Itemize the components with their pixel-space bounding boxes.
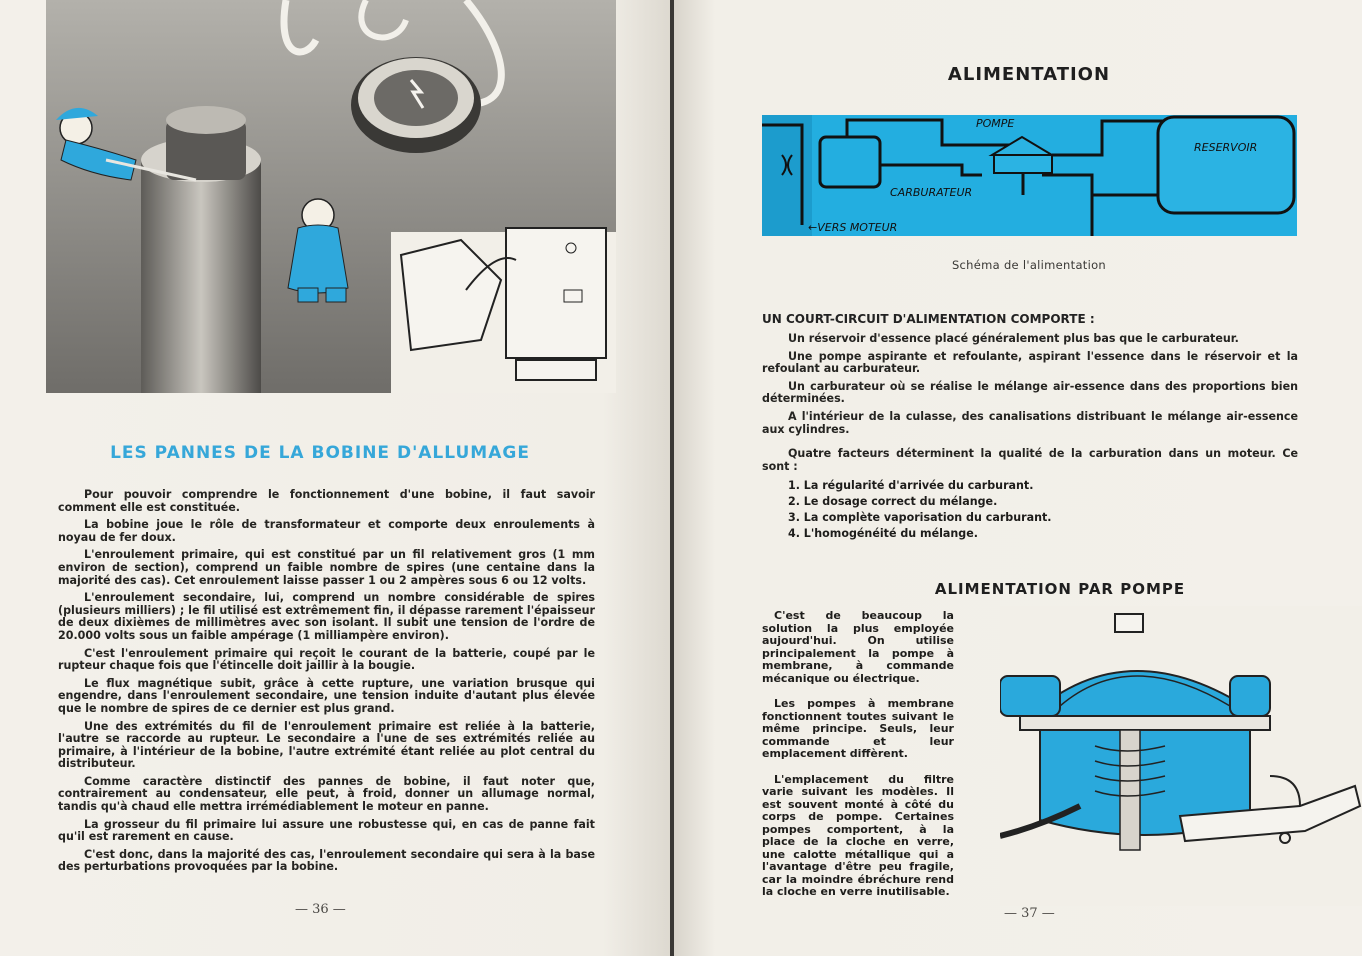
section-heading-pompe: ALIMENTATION PAR POMPE <box>934 580 1186 598</box>
paragraph: Pour pouvoir comprendre le fonctionnement d'une bobine, il faut savoir comment elle est constituée. <box>58 488 595 514</box>
paragraph: La grosseur du fil primaire lui assure une robustesse qui, en cas de panne fait qu'il est rarement en cause. <box>58 817 595 844</box>
section-heading-bobine: LES PANNES DE LA BOBINE D'ALLUMAGE <box>110 443 530 463</box>
right-page <box>674 0 1362 956</box>
paragraph: La bobine joue le rôle de transformateur et comporte deux enroulements à noyau de fer doux. <box>58 518 595 544</box>
paragraph: Comme caractère distinctif des pannes de bobine, il faut noter que, contrairement au condensateur, elle peut, à froid, donner un allumage normal, tandis qu'à chaud elle mettra irrémédiablement le moteur en panne. <box>58 774 595 814</box>
paragraph: Les pompes à membrane fonctionnent toutes suivant le même principe. Seuls, leur commande et leur emplacement diffèrent. <box>762 697 954 760</box>
list-item: 1. La régularité d'arrivée du carburant. <box>788 479 1034 492</box>
alimentation-schema <box>762 115 1297 236</box>
paragraph: C'est donc, dans la majorité des cas, l'enroulement secondaire qui sera à la base des perturbations provoquées par la bobine. <box>58 847 595 874</box>
list-item: A l'intérieur de la culasse, des canalisations distribuant le mélange air-essence aux cylindres. <box>762 409 1298 436</box>
paragraph: Une des extrémités du fil de l'enroulement primaire est reliée à la batterie, l'autre se raccorde au rupteur. Le secondaire a l'une de ses extrémités reliée au primaire, à l'intérieur de la bobine, l'autre extrémité étant reliée au plot central du distributeur. <box>58 719 595 771</box>
paragraph: Le flux magnétique subit, grâce à cette rupture, une variation brusque qui engendre, dans l'enroulement secondaire, une tension induite d'autant plus élevée que le nombre de spires de ce dernier est plus grand. <box>58 676 595 715</box>
schema-label-vers-moteur: ←VERS MOTEUR <box>808 221 898 234</box>
court-circuit-items <box>762 333 1298 478</box>
list-item: 3. La complète vaporisation du carburant. <box>788 511 1052 524</box>
coil-illustration <box>46 0 616 393</box>
list-item: Un carburateur où se réalise le mélange air-essence dans des proportions bien déterminées. <box>762 379 1298 406</box>
page-number-left: — 36 — <box>295 902 346 917</box>
page-number-right: — 37 — <box>1004 906 1055 921</box>
paragraph: C'est l'enroulement primaire qui reçoit le courant de la batterie, coupé par le rupteur chaque fois que l'étincelle doit jaillir à la bougie. <box>58 646 595 673</box>
schema-label-carburateur: CARBURATEUR <box>890 186 973 199</box>
paragraph: L'emplacement du filtre varie suivant les modèles. Il est souvent monté à côté du corps de pompe. Certaines pompes comportent, à la place de la cloche en verre, une calotte métallique qui a l'avantage d'être peu fragile, car la moindre ébréchure rend la cloche en verre inutilisable. <box>762 772 954 898</box>
list-item: Une pompe aspirante et refoulante, aspirant l'essence dans le réservoir et la refoulant au carburateur. <box>762 349 1298 376</box>
list-item: 2. Le dosage correct du mélange. <box>788 495 998 508</box>
facteurs-list <box>788 478 1052 542</box>
paragraph: L'enroulement primaire, qui est constitué par un fil relativement gros (1 mm environ de section), comprend un faible nombre de spires (une centaine dans la majorité des cas). Cet enroulement laisse passer 1 ou 2 ampères sous 6 ou 12 volts. <box>58 548 595 587</box>
court-circuit-title: UN COURT-CIRCUIT D'ALIMENTATION COMPORTE : <box>762 312 1095 326</box>
list-item: Un réservoir d'essence placé généralement plus bas que le carburateur. <box>788 332 1239 345</box>
pompe-text <box>762 610 954 912</box>
quatre-facteurs-intro: Quatre facteurs déterminent la qualité de la carburation dans un moteur. Ce sont : <box>762 447 1298 473</box>
schema-label-reservoir: RESERVOIR <box>1194 141 1258 154</box>
left-page <box>0 0 670 956</box>
list-item: 4. L'homogénéité du mélange. <box>788 527 978 540</box>
pump-illustration <box>1000 606 1362 906</box>
section-heading-alimentation: ALIMENTATION <box>947 64 1111 85</box>
schema-label-pompe: POMPE <box>976 117 1015 130</box>
schema-caption: Schéma de l'alimentation <box>951 258 1107 272</box>
bobine-text <box>58 489 595 879</box>
paragraph: C'est de beaucoup la solution la plus employée aujourd'hui. On utilise principalement la pompe à membrane, à commande mécanique ou électrique. <box>762 609 954 685</box>
paragraph: L'enroulement secondaire, lui, comprend un nombre considérable de spires (plusieurs milliers) ; le fil utilisé est extrêmement fin, il dépasse rarement l'épaisseur de deux dixièmes de millimètres avec son isolant. Il subit une tension de l'ordre de 20.000 volts sous un faible ampérage (1 milliampère environ). <box>58 591 595 642</box>
